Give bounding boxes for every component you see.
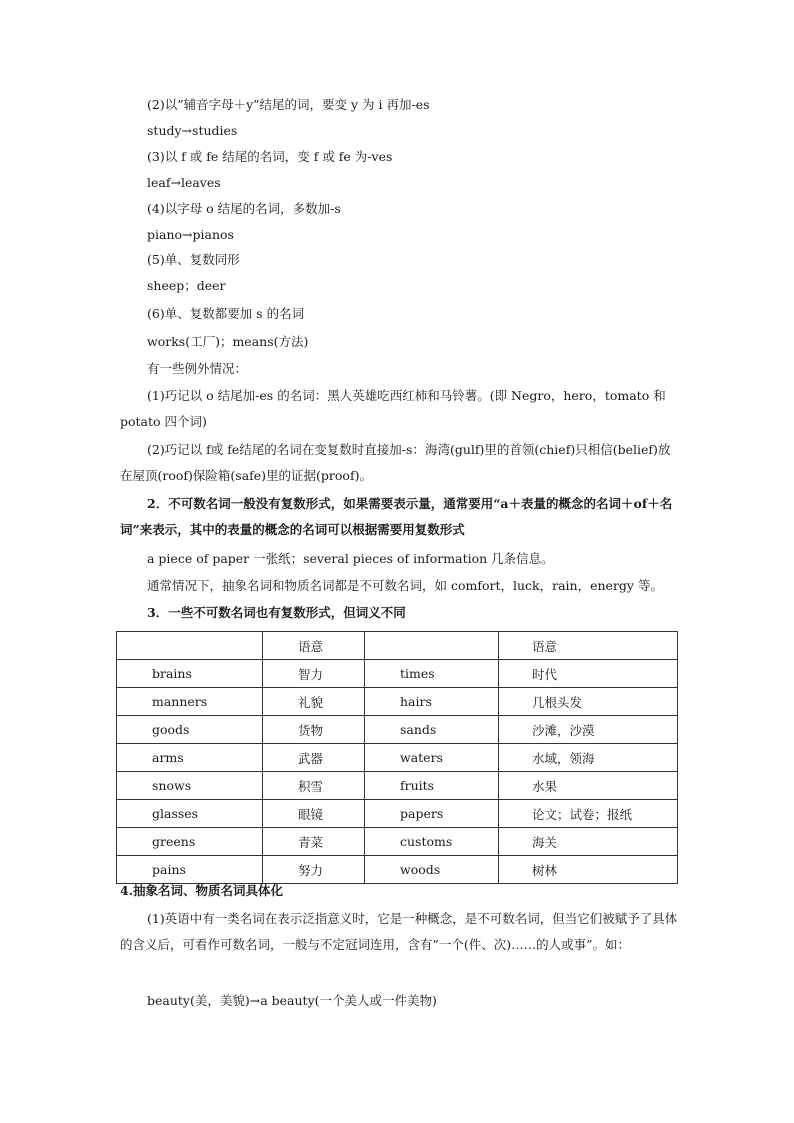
section-4-example: beauty(美，美貌)→a beauty(一个美人或一件美物) — [147, 993, 437, 1008]
section-2-example: a piece of paper 一张纸；several pieces of information 几条信息。 — [147, 551, 554, 566]
word-cell: pains — [117, 856, 263, 884]
rule-line: (5)单、复数同形 — [147, 252, 240, 267]
meaning-cell: 积雪 — [263, 772, 365, 800]
word-cell: hairs — [365, 688, 499, 716]
example-line: sheep；deer — [147, 278, 226, 293]
exception-paragraph-2: (2)巧记以 f或 fe结尾的名词在变复数时直接加-s：海湾(gulf)里的首领(chief)只相信(belief)放在屋顶(roof)保险箱(safe)里的证据(proof)。 — [120, 442, 671, 483]
word-cell: snows — [117, 772, 263, 800]
meaning-cell: 智力 — [263, 660, 365, 688]
word-cell: sands — [365, 716, 499, 744]
meaning-cell: 几根头发 — [499, 688, 678, 716]
example-line: study→studies — [147, 123, 238, 138]
section-4-paragraph: (1)英语中有一类名词在表示泛指意义时，它是一种概念，是不可数名词，但当它们被赋予了具体的含义后，可看作可数名词，一般与不定冠词连用，含有”一个(件、次)……的人或事”。如： — [120, 911, 678, 952]
meaning-cell: 海关 — [499, 828, 678, 856]
table-row — [117, 716, 678, 744]
example-line: works(工厂)；means(方法) — [147, 334, 309, 349]
meaning-cell: 武器 — [263, 744, 365, 772]
table-row — [117, 828, 678, 856]
meaning-cell: 沙滩，沙漠 — [499, 716, 678, 744]
rule-line: (4)以字母 o 结尾的名词，多数加-s — [147, 201, 341, 216]
table-row — [117, 800, 678, 828]
table-row — [117, 688, 678, 716]
word-cell: fruits — [365, 772, 499, 800]
word-cell: woods — [365, 856, 499, 884]
section-2-heading: 2．不可数名词一般没有复数形式，如果需要表示量，通常要用“a＋表量的概念的名词＋of＋名词”来表示，其中的表量的概念的名词可以根据需要用复数形式 — [120, 496, 673, 537]
word-cell: arms — [117, 744, 263, 772]
table-row — [117, 856, 678, 884]
table-header-cell: 语意 — [263, 632, 365, 660]
word-cell: brains — [117, 660, 263, 688]
meaning-cell: 水域，领海 — [499, 744, 678, 772]
meaning-cell: 论文；试卷；报纸 — [499, 800, 678, 828]
meaning-cell: 礼貌 — [263, 688, 365, 716]
word-cell: manners — [117, 688, 263, 716]
table-header-cell — [117, 632, 263, 660]
table-row — [117, 772, 678, 800]
rule-line: (3)以 f 或 fe 结尾的名词，变 f 或 fe 为-ves — [147, 149, 393, 164]
table-header-cell: 语意 — [499, 632, 678, 660]
table-header-cell — [365, 632, 499, 660]
table-row — [117, 660, 678, 688]
example-line: leaf→leaves — [147, 175, 221, 190]
meaning-cell: 时代 — [499, 660, 678, 688]
section-3-heading: 3．一些不可数名词也有复数形式，但词义不同 — [147, 605, 406, 620]
example-line: piano→pianos — [147, 227, 234, 242]
rule-line: (2)以”辅音字母＋y”结尾的词，要变 y 为 i 再加-es — [147, 97, 430, 112]
word-cell: waters — [365, 744, 499, 772]
word-cell: papers — [365, 800, 499, 828]
section-4-heading: 4.抽象名词、物质名词具体化 — [120, 883, 284, 898]
meaning-cell: 水果 — [499, 772, 678, 800]
meaning-cell: 努力 — [263, 856, 365, 884]
meaning-cell: 树林 — [499, 856, 678, 884]
rule-line: (6)单、复数都要加 s 的名词 — [147, 306, 305, 321]
section-2-note: 通常情况下，抽象名词和物质名词都是不可数名词，如 comfort，luck，rain，energy 等。 — [147, 578, 663, 593]
word-cell: times — [365, 660, 499, 688]
word-cell: glasses — [117, 800, 263, 828]
exceptions-heading: 有一些例外情况： — [147, 361, 248, 376]
word-cell: goods — [117, 716, 263, 744]
word-cell: greens — [117, 828, 263, 856]
meaning-cell: 眼镜 — [263, 800, 365, 828]
exception-paragraph-1: (1)巧记以 o 结尾加-es 的名词：黑人英雄吃西红柿和马铃薯。(即 Negro，hero，tomato 和 potato 四个词) — [120, 388, 666, 429]
table-row — [117, 744, 678, 772]
vocab-table — [116, 631, 678, 884]
meaning-cell: 青菜 — [263, 828, 365, 856]
word-cell: customs — [365, 828, 499, 856]
meaning-cell: 货物 — [263, 716, 365, 744]
table-header-row — [117, 632, 678, 660]
